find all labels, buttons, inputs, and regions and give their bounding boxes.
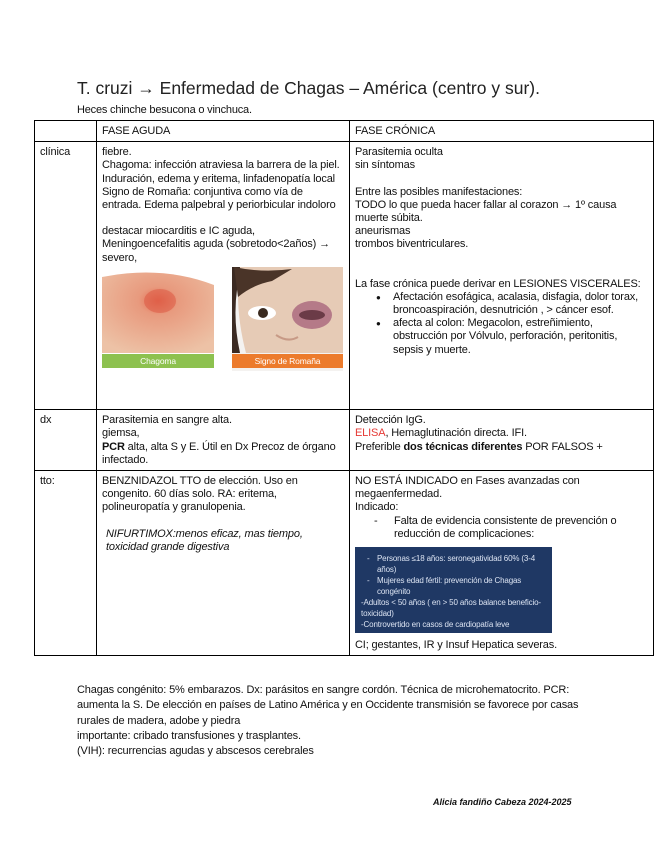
dx-elisa: ELISA [355, 427, 386, 440]
dx-cronica-line1: Detección IgG. [355, 414, 426, 427]
cronica-sin-sintomas: sin síntomas [355, 159, 415, 172]
aguda-miocarditis: destacar miocarditis e IC aguda, Meningoencefalitis aguda (sobretodo<2años) → severo, [102, 225, 330, 264]
cell-clinica-aguda [97, 142, 350, 410]
indication-box [355, 547, 552, 633]
signature: Alicia fandiño Cabeza 2024-2025 [433, 797, 572, 807]
dx-aguda-line1: Parasitemia en sangre alta. [102, 414, 232, 427]
dx-aguda-line2: giemsa, [102, 427, 140, 440]
cronica-aneurismas: aneurismas [355, 225, 411, 238]
row-label-tto: tto: [35, 471, 97, 656]
box-item: -Controvertido en casos de cardiopatía leve [361, 620, 510, 630]
chagas-table [34, 120, 654, 656]
footer-line: Chagas congénito: 5% embarazos. Dx: parásitos en sangre cordón. Técnica de microhematocrito. PCR: aumenta la S. De elección en países de Latino América y en Occidente transmisión se favorece por casas rurales de madera, adobe y piedra [77, 684, 579, 727]
tto-indicado: Indicado: [355, 501, 399, 514]
tto-benznidazol: BENZNIDAZOL TTO de elección. Uso en congenito. 60 días solo. RA: eritema, polineuropatía y granulopenia. [102, 475, 298, 514]
row-label-clinica: clínica [35, 142, 97, 410]
cell-tto-cronica [350, 471, 654, 656]
header-empty [35, 121, 97, 142]
clinical-images [102, 267, 344, 371]
header-fase-aguda: FASE AGUDA [97, 121, 350, 142]
cronica-manifest: TODO lo que pueda hacer fallar al corazon → 1º causa muerte súbita. [355, 198, 617, 225]
lesiones-list [355, 291, 648, 357]
list-item: ● Afectación esofágica, acalasia, disfagia, dolor torax, broncoaspiración, desnutrición , > cáncer esof. [393, 291, 648, 317]
dx-pcr: PCR [102, 440, 125, 453]
header-fase-cronica: FASE CRÓNICA [350, 121, 654, 142]
tto-nifurtimox: NIFURTIMOX:menos eficaz, mas tiempo, toxicidad grande digestiva [106, 527, 303, 553]
footer-line: (VIH): recurrencias agudas y abscesos cerebrales [77, 745, 314, 758]
dx-cronica-rest: , Hemaglutinación directa. IFI. [385, 427, 527, 440]
tto-ci: CI; gestantes, IR y Insuf Hepatica severas. [355, 639, 558, 652]
aguda-romana: Signo de Romaña: conjuntiva como vía de entrada. Edema palpebral y periorbicular indoloro [102, 185, 336, 212]
list-item: ● afecta al colon: Megacolon, estreñimiento, obstrucción por Vólvulo, perforación, peritonitis, sepsis y muerte. [393, 317, 648, 357]
page-title: T. cruzi → Enfermedad de Chagas – América (centro y sur). [77, 78, 540, 98]
dx-aguda-rest: alta, alta S y E. Útil en Dx Precoz de órgano infectado. [102, 440, 336, 466]
cronica-trombos: trombos biventriculares. [355, 238, 469, 251]
chagoma-caption: Chagoma [102, 354, 214, 368]
cronica-lesiones: La fase crónica puede derivar en LESIONES VISCERALES: [355, 277, 641, 290]
dx-dos-tecnicas: dos técnicas diferentes [403, 440, 523, 453]
tto-dash-list [355, 515, 648, 541]
table-row-dx [35, 410, 654, 471]
box-item: -Adultos < 50 años ( en > 50 años balance beneficio-toxicidad) [361, 598, 541, 619]
dx-aguda-pcr-line [102, 441, 344, 467]
box-item: - Personas ≤18 años: seronegatividad 60% (3-4 años) [361, 553, 546, 575]
row-label-dx: dx [35, 410, 97, 471]
cell-dx-cronica [350, 410, 654, 471]
dx-cronica-pref-line [355, 441, 648, 454]
aguda-chagoma: Chagoma: infección atraviesa la barrera de la piel. Induración, edema y eritema, linfadenopatía local [102, 159, 340, 185]
tto-no-indicado: NO ESTÁ INDICADO en Fases avanzadas con megaenfermedad. [355, 475, 580, 501]
cell-clinica-cronica [350, 142, 654, 410]
dx-pref: Preferible [355, 440, 404, 453]
page-subtitle: Heces chinche besucona o vinchuca. [77, 104, 252, 116]
table-header-row [35, 121, 654, 142]
cronica-parasitemia: Parasitemia oculta [355, 146, 443, 159]
footer-line: importante: cribado transfusiones y trasplantes. [77, 729, 301, 742]
footer-notes [77, 683, 597, 759]
aguda-fiebre: fiebre. [102, 146, 132, 159]
cell-dx-aguda [97, 410, 350, 471]
list-item: - Falta de evidencia consistente de prevención o reducción de complicaciones: [394, 515, 648, 541]
cronica-manifest-intro: Entre las posibles manifestaciones: [355, 185, 523, 198]
table-row-clinica [35, 142, 654, 410]
box-item: - Mujeres edad fértil: prevención de Chagas congénito [361, 575, 546, 597]
cell-tto-aguda [97, 471, 350, 656]
dx-falsos: POR FALSOS + [522, 440, 603, 453]
dx-cronica-elisa-line [355, 427, 648, 440]
romana-caption: Signo de Romaña [232, 354, 343, 368]
table-row-tto [35, 471, 654, 656]
